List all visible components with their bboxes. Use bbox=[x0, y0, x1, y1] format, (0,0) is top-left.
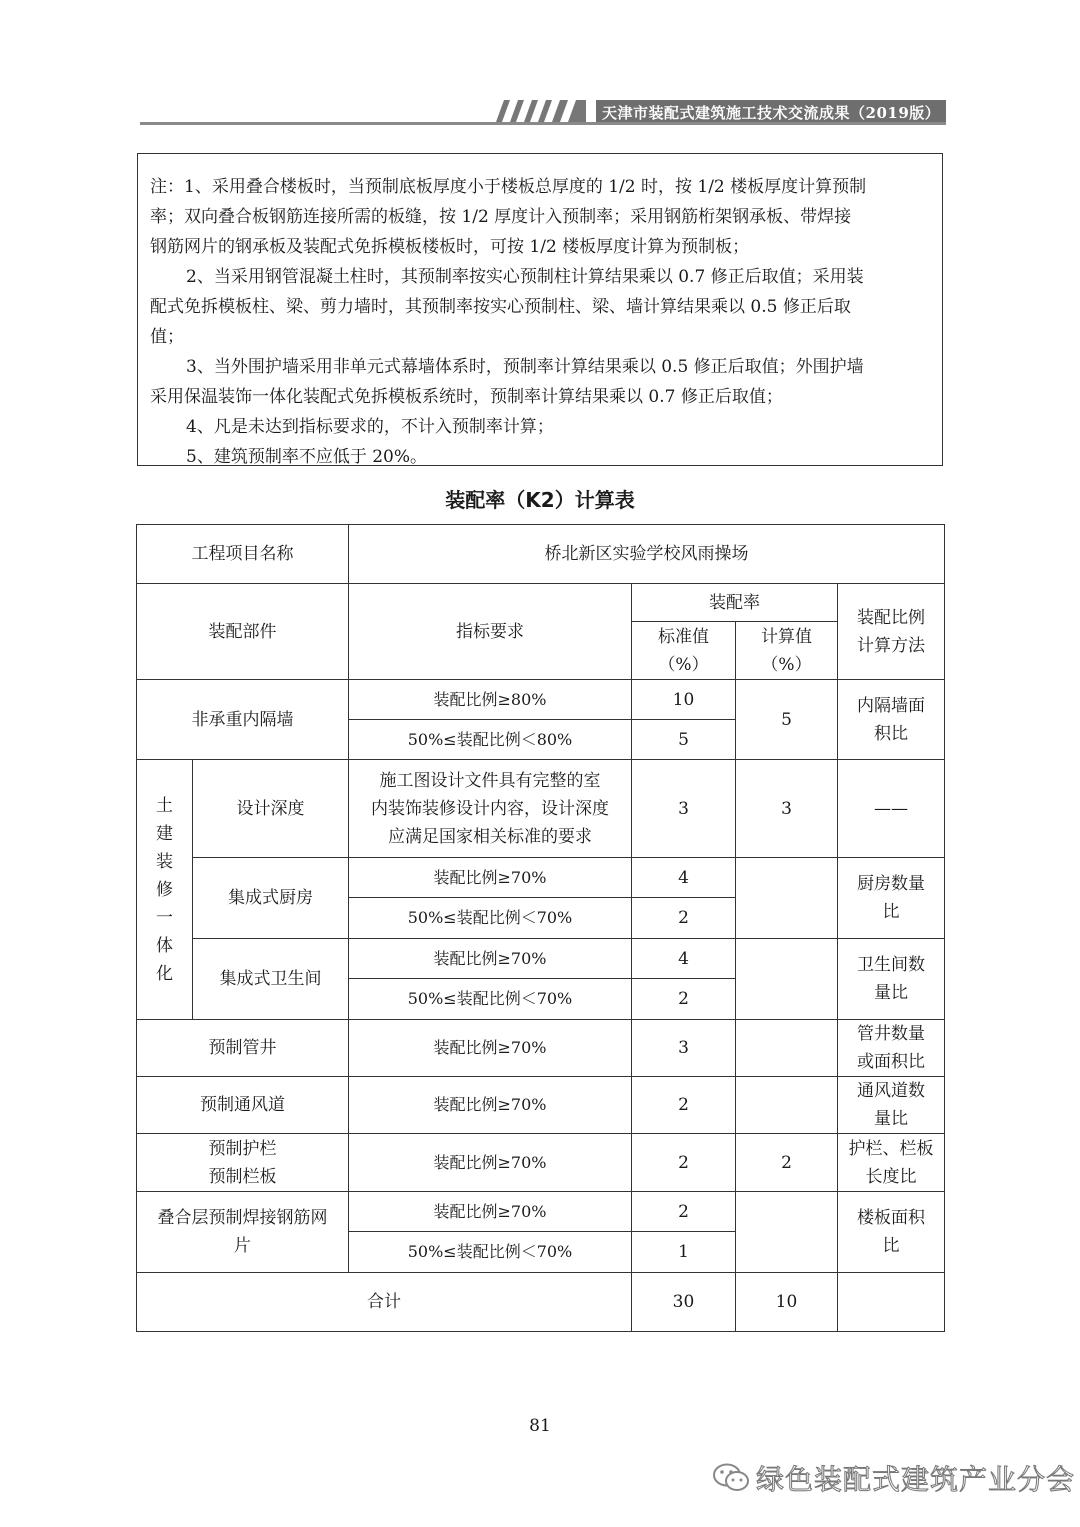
air-duct-req: 装配比例≥70% bbox=[349, 1077, 632, 1134]
watermark-text: 绿色装配式建筑产业分会 bbox=[756, 1463, 1076, 1496]
table-row bbox=[137, 760, 945, 858]
note-line: 钢筋网片的钢承板及装配式免拆模板楼板时，可按 1/2 楼板厚度计算为预制板； bbox=[150, 237, 750, 257]
header-title: 天津市装配式建筑施工技术交流成果（2019版） bbox=[602, 104, 941, 122]
total-std: 30 bbox=[632, 1273, 736, 1332]
design-req bbox=[349, 760, 632, 858]
pipe-well-method-line2: 或面积比 bbox=[857, 1052, 925, 1072]
partition-name: 非承重内隔墙 bbox=[137, 680, 349, 760]
notes-box bbox=[137, 153, 943, 466]
partition-calc: 5 bbox=[736, 680, 838, 760]
table-row bbox=[137, 525, 945, 584]
header-method-line1: 装配比例 bbox=[857, 607, 925, 628]
k2-calculation-table bbox=[136, 524, 945, 1332]
table-row bbox=[137, 680, 945, 720]
vertical-char: 体 bbox=[156, 935, 173, 956]
design-req-line: 应满足国家相关标准的要求 bbox=[388, 826, 592, 847]
mesh-method bbox=[838, 1192, 945, 1273]
air-duct-method-line2: 量比 bbox=[874, 1109, 908, 1129]
kitchen-req2: 50%≤装配比例＜70% bbox=[349, 898, 632, 939]
partition-method bbox=[838, 680, 945, 760]
railing-name-line1: 预制护栏 bbox=[208, 1138, 277, 1159]
mesh-method-line1: 楼板面积 bbox=[857, 1208, 925, 1228]
partition-std1: 10 bbox=[632, 680, 736, 720]
table-row bbox=[137, 1273, 945, 1332]
header-component: 装配部件 bbox=[137, 584, 349, 680]
mesh-std2: 1 bbox=[632, 1232, 736, 1273]
pipe-well-name: 预制管井 bbox=[137, 1020, 349, 1077]
design-req-line: 内装饰装修设计内容，设计深度 bbox=[371, 798, 609, 819]
partition-method-line2: 积比 bbox=[874, 723, 908, 744]
note-line: 配式免拆模板柱、梁、剪力墙时，其预制率按实心预制柱、梁、墙计算结果乘以 0.5 修正后取 bbox=[150, 297, 851, 317]
railing-method bbox=[838, 1134, 945, 1192]
vertical-char: 一 bbox=[156, 907, 173, 928]
header-method-line2: 计算方法 bbox=[857, 635, 925, 656]
mesh-method-line2: 比 bbox=[882, 1236, 900, 1256]
mesh-name-line1: 叠合层预制焊接钢筋网 bbox=[157, 1208, 328, 1228]
design-name: 设计深度 bbox=[193, 760, 349, 858]
header-calculated-unit: （%） bbox=[761, 654, 812, 675]
header-rule bbox=[140, 122, 946, 125]
kitchen-req1: 装配比例≥70% bbox=[349, 858, 632, 898]
header-standard bbox=[632, 622, 736, 680]
design-method: —— bbox=[838, 760, 945, 858]
bathroom-std2: 2 bbox=[632, 979, 736, 1020]
air-duct-method-line1: 通风道数 bbox=[857, 1081, 925, 1101]
mesh-req2: 50%≤装配比例＜70% bbox=[349, 1232, 632, 1273]
kitchen-name: 集成式厨房 bbox=[193, 858, 349, 939]
partition-std2: 5 bbox=[632, 720, 736, 760]
mesh-name-line2: 片 bbox=[234, 1236, 251, 1256]
vertical-char: 土 bbox=[156, 795, 173, 816]
pipe-well-req: 装配比例≥70% bbox=[349, 1020, 632, 1077]
table-row bbox=[137, 1020, 945, 1077]
bathroom-std1: 4 bbox=[632, 939, 736, 979]
table-title: 装配率（K2）计算表 bbox=[445, 488, 635, 512]
partition-method-line1: 内隔墙面 bbox=[857, 695, 925, 716]
mesh-req1: 装配比例≥70% bbox=[349, 1192, 632, 1232]
kitchen-method-line1: 厨房数量 bbox=[857, 874, 925, 894]
table-row bbox=[137, 1134, 945, 1192]
kitchen-calc bbox=[736, 858, 838, 939]
note-line: 3、当外围护墙采用非单元式幕墙体系时，预制率计算结果乘以 0.5 修正后取值；外围护墙 bbox=[186, 357, 864, 377]
kitchen-std2: 2 bbox=[632, 898, 736, 939]
header-indicator: 指标要求 bbox=[349, 584, 632, 680]
vertical-char: 建 bbox=[156, 823, 173, 844]
bathroom-method-line2: 量比 bbox=[874, 983, 908, 1003]
table-row bbox=[137, 858, 945, 898]
partition-req2: 50%≤装配比例＜80% bbox=[349, 720, 632, 760]
note-line: 2、当采用钢管混凝土柱时，其预制率按实心预制柱计算结果乘以 0.7 修正后取值；采用装 bbox=[186, 267, 864, 287]
railing-method-line2: 长度比 bbox=[865, 1166, 917, 1187]
bathroom-req1: 装配比例≥70% bbox=[349, 939, 632, 979]
pipe-well-std: 3 bbox=[632, 1020, 736, 1077]
note-line: 率；双向叠合板钢筋连接所需的板缝，按 1/2 厚度计入预制率；采用钢筋桁架钢承板、带焊接 bbox=[150, 207, 852, 227]
note-line: 4、凡是未达到指标要求的，不计入预制率计算； bbox=[186, 417, 554, 437]
total-calc: 10 bbox=[736, 1273, 838, 1332]
note-line: 采用保温装饰一体化装配式免拆模板系统时，预制率计算结果乘以 0.7 修正后取值； bbox=[150, 387, 783, 407]
design-calc: 3 bbox=[736, 760, 838, 858]
air-duct-method bbox=[838, 1077, 945, 1134]
header-standard-label: 标准值 bbox=[658, 626, 709, 647]
pipe-well-method-line1: 管井数量 bbox=[857, 1024, 925, 1044]
project-label: 工程项目名称 bbox=[137, 525, 349, 584]
header-calculated bbox=[736, 622, 838, 680]
header-rate: 装配率 bbox=[632, 584, 838, 622]
railing-name-line2: 预制栏板 bbox=[208, 1166, 277, 1187]
table-row bbox=[137, 1077, 945, 1134]
page-number: 81 bbox=[529, 1416, 551, 1436]
total-label: 合计 bbox=[137, 1273, 632, 1332]
partition-req1: 装配比例≥80% bbox=[349, 680, 632, 720]
note-line: 5、建筑预制率不应低于 20%。 bbox=[186, 447, 428, 467]
header-stripes-decoration bbox=[496, 100, 586, 122]
design-req-line: 施工图设计文件具有完整的室 bbox=[379, 770, 601, 791]
kitchen-method-line2: 比 bbox=[882, 902, 900, 922]
bathroom-method bbox=[838, 939, 945, 1020]
bathroom-name: 集成式卫生间 bbox=[193, 939, 349, 1020]
bathroom-calc bbox=[736, 939, 838, 1020]
vertical-char: 化 bbox=[156, 963, 173, 984]
note-line: 注：1、采用叠合楼板时，当预制底板厚度小于楼板总厚度的 1/2 时，按 1/2 楼板厚度计算预制 bbox=[150, 177, 867, 197]
air-duct-calc bbox=[736, 1077, 838, 1134]
watermark bbox=[712, 1458, 1075, 1498]
railing-req: 装配比例≥70% bbox=[349, 1134, 632, 1192]
integration-group-label bbox=[137, 760, 193, 1020]
header-standard-unit: （%） bbox=[658, 654, 709, 675]
railing-method-line1: 护栏、栏板 bbox=[848, 1138, 934, 1159]
mesh-calc bbox=[736, 1192, 838, 1273]
header-calculated-label: 计算值 bbox=[761, 626, 812, 647]
table-row bbox=[137, 584, 945, 622]
table-row bbox=[137, 939, 945, 979]
total-method bbox=[838, 1273, 945, 1332]
railing-name bbox=[137, 1134, 349, 1192]
mesh-std1: 2 bbox=[632, 1192, 736, 1232]
table-row bbox=[137, 1192, 945, 1232]
wechat-icon bbox=[712, 1462, 750, 1494]
air-duct-name: 预制通风道 bbox=[137, 1077, 349, 1134]
pipe-well-method bbox=[838, 1020, 945, 1077]
kitchen-method bbox=[838, 858, 945, 939]
running-header bbox=[140, 98, 946, 128]
project-name: 桥北新区实验学校风雨操场 bbox=[349, 525, 945, 584]
design-std: 3 bbox=[632, 760, 736, 858]
railing-std: 2 bbox=[632, 1134, 736, 1192]
air-duct-std: 2 bbox=[632, 1077, 736, 1134]
vertical-char: 装 bbox=[156, 851, 173, 872]
note-line: 值； bbox=[150, 327, 184, 347]
pipe-well-calc bbox=[736, 1020, 838, 1077]
vertical-char: 修 bbox=[156, 879, 173, 900]
kitchen-std1: 4 bbox=[632, 858, 736, 898]
bathroom-req2: 50%≤装配比例＜70% bbox=[349, 979, 632, 1020]
mesh-name bbox=[137, 1192, 349, 1273]
railing-calc: 2 bbox=[736, 1134, 838, 1192]
bathroom-method-line1: 卫生间数 bbox=[857, 955, 925, 975]
header-method bbox=[838, 584, 945, 680]
